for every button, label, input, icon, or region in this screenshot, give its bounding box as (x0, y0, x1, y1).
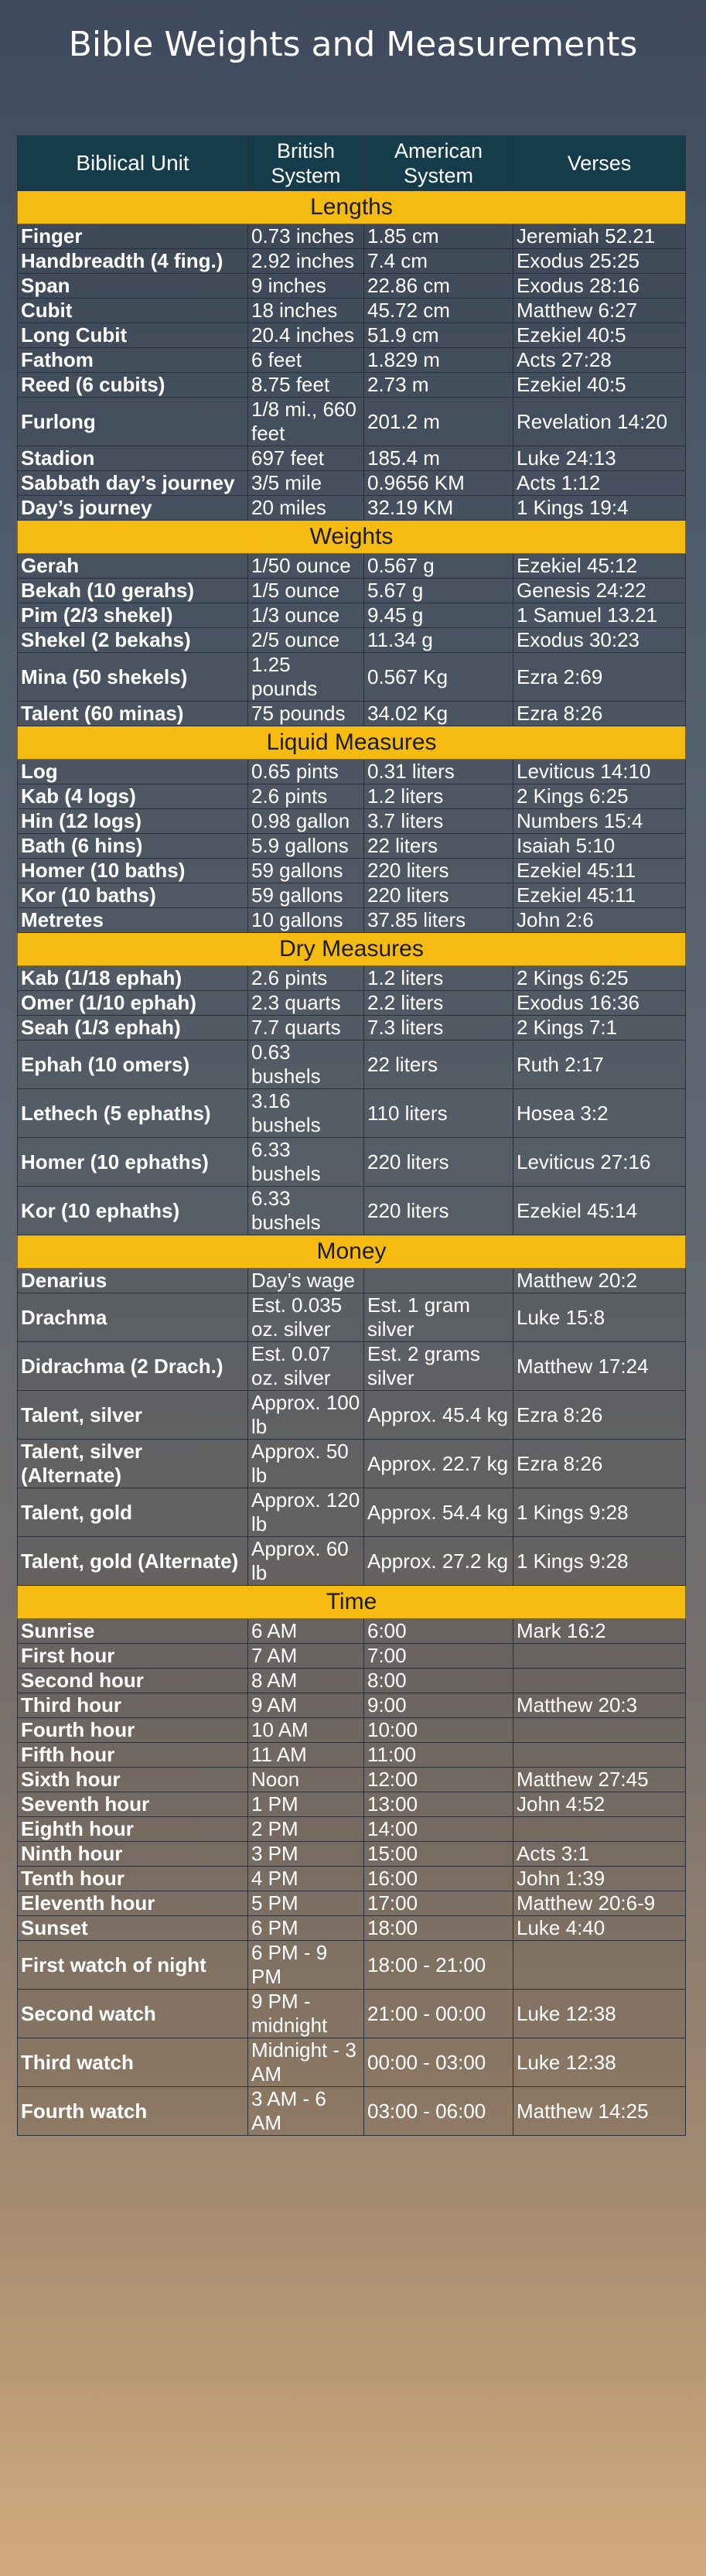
table-row (18, 1391, 686, 1440)
table-row (18, 496, 686, 521)
american-cell: 0.9656 KM (364, 471, 513, 496)
british-cell: 3 AM - 6 AM (248, 2087, 364, 2136)
verses-cell: Ezra 8:26 (513, 702, 686, 726)
american-cell: 17:00 (364, 1891, 513, 1916)
verses-cell: John 1:39 (513, 1867, 686, 1891)
american-cell: 12:00 (364, 1768, 513, 1792)
verses-cell: 1 Kings 9:28 (513, 1537, 686, 1586)
british-cell: Est. 0.035 oz. silver (248, 1293, 364, 1342)
unit-cell: Sabbath day’s journey (18, 471, 248, 496)
header-british-system: British System (248, 136, 364, 191)
british-cell: 2.92 inches (248, 249, 364, 274)
american-cell: 220 liters (364, 1138, 513, 1187)
verses-cell: Leviticus 27:16 (513, 1138, 686, 1187)
unit-cell: Gerah (18, 554, 248, 579)
verses-cell: Leviticus 14:10 (513, 760, 686, 784)
unit-cell: Didrachma (2 Drach.) (18, 1342, 248, 1391)
american-cell: 03:00 - 06:00 (364, 2087, 513, 2136)
table-row (18, 908, 686, 933)
unit-cell: Second watch (18, 1990, 248, 2038)
header-row (18, 136, 686, 191)
british-cell: 1/5 ounce (248, 579, 364, 603)
verses-cell: Ezekiel 45:12 (513, 554, 686, 579)
british-cell: 2.6 pints (248, 966, 364, 991)
british-cell: 7.7 quarts (248, 1016, 364, 1040)
american-cell: 220 liters (364, 859, 513, 883)
british-cell: 6 feet (248, 348, 364, 373)
american-cell: 14:00 (364, 1817, 513, 1842)
unit-cell: Kab (1/18 ephah) (18, 966, 248, 991)
table-body (18, 191, 686, 2136)
unit-cell: Omer (1/10 ephah) (18, 991, 248, 1016)
table-row (18, 323, 686, 348)
verses-cell: Ezekiel 40:5 (513, 373, 686, 398)
british-cell: Approx. 120 lb (248, 1488, 364, 1537)
american-cell: 32.19 KM (364, 496, 513, 521)
unit-cell: Span (18, 274, 248, 299)
american-cell: 45.72 cm (364, 299, 513, 323)
section-title: Weights (18, 521, 686, 554)
section-header (18, 1586, 686, 1619)
table-row (18, 1817, 686, 1842)
section-title: Lengths (18, 191, 686, 224)
british-cell: 2.6 pints (248, 784, 364, 809)
british-cell: Midnight - 3 AM (248, 2038, 364, 2087)
verses-cell: Revelation 14:20 (513, 398, 686, 446)
verses-cell: 1 Samuel 13.21 (513, 603, 686, 628)
british-cell: 6 AM (248, 1619, 364, 1644)
table-row (18, 628, 686, 653)
american-cell: 8:00 (364, 1669, 513, 1693)
american-cell: 22 liters (364, 1040, 513, 1089)
measurements-table (17, 135, 686, 2136)
british-cell: 4 PM (248, 1867, 364, 1891)
table-row (18, 2038, 686, 2087)
unit-cell: Hin (12 logs) (18, 809, 248, 834)
verses-cell: Ezra 8:26 (513, 1440, 686, 1488)
american-cell: 18:00 (364, 1916, 513, 1941)
verses-cell: Acts 3:1 (513, 1842, 686, 1867)
table-row (18, 1644, 686, 1669)
british-cell: 3/5 mile (248, 471, 364, 496)
table-row (18, 373, 686, 398)
american-cell: 00:00 - 03:00 (364, 2038, 513, 2087)
british-cell: 0.73 inches (248, 224, 364, 249)
verses-cell (513, 1817, 686, 1842)
american-cell: 1.829 m (364, 348, 513, 373)
table-row (18, 1669, 686, 1693)
verses-cell: Exodus 28:16 (513, 274, 686, 299)
british-cell: 2 PM (248, 1817, 364, 1842)
verses-cell: Genesis 24:22 (513, 579, 686, 603)
table-row (18, 1768, 686, 1792)
unit-cell: Fathom (18, 348, 248, 373)
verses-cell: Luke 12:38 (513, 1990, 686, 2038)
table-row (18, 760, 686, 784)
british-cell: 11 AM (248, 1743, 364, 1768)
unit-cell: Metretes (18, 908, 248, 933)
american-cell: Approx. 22.7 kg (364, 1440, 513, 1488)
british-cell: 0.63 bushels (248, 1040, 364, 1089)
american-cell: Est. 1 gram silver (364, 1293, 513, 1342)
table-row (18, 1440, 686, 1488)
american-cell: Est. 2 grams silver (364, 1342, 513, 1391)
verses-cell (513, 1718, 686, 1743)
table-row (18, 1187, 686, 1235)
unit-cell: Stadion (18, 446, 248, 471)
verses-cell: Matthew 14:25 (513, 2087, 686, 2136)
unit-cell: Kor (10 baths) (18, 883, 248, 908)
table-row (18, 1537, 686, 1586)
unit-cell: Bath (6 hins) (18, 834, 248, 859)
british-cell: Approx. 60 lb (248, 1537, 364, 1586)
verses-cell: Luke 4:40 (513, 1916, 686, 1941)
british-cell: 7 AM (248, 1644, 364, 1669)
british-cell: Noon (248, 1768, 364, 1792)
table-row (18, 1941, 686, 1990)
unit-cell: Shekel (2 bekahs) (18, 628, 248, 653)
verses-cell: Mark 16:2 (513, 1619, 686, 1644)
british-cell: Est. 0.07 oz. silver (248, 1342, 364, 1391)
verses-cell: Exodus 16:36 (513, 991, 686, 1016)
british-cell: 3.16 bushels (248, 1089, 364, 1138)
british-cell: Approx. 50 lb (248, 1440, 364, 1488)
section-title: Dry Measures (18, 933, 686, 966)
unit-cell: Third hour (18, 1693, 248, 1718)
verses-cell: Matthew 20:6-9 (513, 1891, 686, 1916)
unit-cell: Mina (50 shekels) (18, 653, 248, 702)
section-header (18, 1235, 686, 1269)
british-cell: 1/50 ounce (248, 554, 364, 579)
unit-cell: Finger (18, 224, 248, 249)
unit-cell: Eighth hour (18, 1817, 248, 1842)
table-row (18, 1619, 686, 1644)
british-cell: 75 pounds (248, 702, 364, 726)
unit-cell: Eleventh hour (18, 1891, 248, 1916)
american-cell: 7.3 liters (364, 1016, 513, 1040)
verses-cell: Acts 27:28 (513, 348, 686, 373)
british-cell: 697 feet (248, 446, 364, 471)
table-row (18, 834, 686, 859)
american-cell: 201.2 m (364, 398, 513, 446)
british-cell: 20 miles (248, 496, 364, 521)
table-row (18, 991, 686, 1016)
american-cell: 5.67 g (364, 579, 513, 603)
table-row (18, 471, 686, 496)
unit-cell: Third watch (18, 2038, 248, 2087)
american-cell: 22 liters (364, 834, 513, 859)
british-cell: 0.98 gallon (248, 809, 364, 834)
unit-cell: Sunset (18, 1916, 248, 1941)
table-row (18, 1792, 686, 1817)
american-cell: 18:00 - 21:00 (364, 1941, 513, 1990)
british-cell: 5.9 gallons (248, 834, 364, 859)
american-cell: 0.31 liters (364, 760, 513, 784)
british-cell: 9 inches (248, 274, 364, 299)
british-cell: 20.4 inches (248, 323, 364, 348)
unit-cell: Talent, gold (Alternate) (18, 1537, 248, 1586)
unit-cell: Log (18, 760, 248, 784)
verses-cell: Jeremiah 52.21 (513, 224, 686, 249)
verses-cell: 2 Kings 6:25 (513, 784, 686, 809)
verses-cell: Matthew 20:2 (513, 1269, 686, 1293)
table-row (18, 1269, 686, 1293)
british-cell: 3 PM (248, 1842, 364, 1867)
american-cell: 16:00 (364, 1867, 513, 1891)
verses-cell: 2 Kings 7:1 (513, 1016, 686, 1040)
table-row (18, 702, 686, 726)
american-cell: 37.85 liters (364, 908, 513, 933)
british-cell: 10 AM (248, 1718, 364, 1743)
table-row (18, 348, 686, 373)
unit-cell: Talent, silver (Alternate) (18, 1440, 248, 1488)
unit-cell: Fourth hour (18, 1718, 248, 1743)
american-cell (364, 1269, 513, 1293)
verses-cell: Numbers 15:4 (513, 809, 686, 834)
table-row (18, 1842, 686, 1867)
unit-cell: Seah (1/3 ephah) (18, 1016, 248, 1040)
american-cell: 1.85 cm (364, 224, 513, 249)
unit-cell: Second hour (18, 1669, 248, 1693)
table-row (18, 1693, 686, 1718)
american-cell: 51.9 cm (364, 323, 513, 348)
american-cell: 110 liters (364, 1089, 513, 1138)
section-header (18, 726, 686, 760)
table-row (18, 784, 686, 809)
american-cell: 7:00 (364, 1644, 513, 1669)
table-row (18, 1342, 686, 1391)
table-row (18, 1990, 686, 2038)
verses-cell: Exodus 25:25 (513, 249, 686, 274)
british-cell: 6.33 bushels (248, 1187, 364, 1235)
table-row (18, 653, 686, 702)
verses-cell: Luke 15:8 (513, 1293, 686, 1342)
unit-cell: Long Cubit (18, 323, 248, 348)
unit-cell: Ephah (10 omers) (18, 1040, 248, 1089)
header-verses: Verses (513, 136, 686, 191)
british-cell: 59 gallons (248, 883, 364, 908)
british-cell: 2/5 ounce (248, 628, 364, 653)
table-row (18, 398, 686, 446)
verses-cell: Ezekiel 45:11 (513, 883, 686, 908)
header-biblical-unit: Biblical Unit (18, 136, 248, 191)
american-cell: 9:00 (364, 1693, 513, 1718)
table-row (18, 1293, 686, 1342)
verses-cell: Luke 24:13 (513, 446, 686, 471)
unit-cell: Drachma (18, 1293, 248, 1342)
table-row (18, 1718, 686, 1743)
british-cell: 6 PM (248, 1916, 364, 1941)
table-row (18, 579, 686, 603)
unit-cell: Sixth hour (18, 1768, 248, 1792)
table-row (18, 603, 686, 628)
unit-cell: Tenth hour (18, 1867, 248, 1891)
unit-cell: Reed (6 cubits) (18, 373, 248, 398)
table-row (18, 1891, 686, 1916)
unit-cell: Homer (10 ephaths) (18, 1138, 248, 1187)
british-cell: Approx. 100 lb (248, 1391, 364, 1440)
american-cell: 9.45 g (364, 603, 513, 628)
american-cell: 0.567 g (364, 554, 513, 579)
table-row (18, 299, 686, 323)
british-cell: 9 AM (248, 1693, 364, 1718)
verses-cell (513, 1743, 686, 1768)
table-row (18, 249, 686, 274)
american-cell: 34.02 Kg (364, 702, 513, 726)
unit-cell: Talent, silver (18, 1391, 248, 1440)
verses-cell: Matthew 6:27 (513, 299, 686, 323)
verses-cell: Matthew 27:45 (513, 1768, 686, 1792)
unit-cell: Talent, gold (18, 1488, 248, 1537)
american-cell: 11:00 (364, 1743, 513, 1768)
unit-cell: Kab (4 logs) (18, 784, 248, 809)
verses-cell: Ezekiel 40:5 (513, 323, 686, 348)
table-row (18, 883, 686, 908)
verses-cell: Exodus 30:23 (513, 628, 686, 653)
american-cell: 13:00 (364, 1792, 513, 1817)
american-cell: 6:00 (364, 1619, 513, 1644)
table-row (18, 966, 686, 991)
american-cell: 22.86 cm (364, 274, 513, 299)
verses-cell: Ezekiel 45:11 (513, 859, 686, 883)
verses-cell: Matthew 17:24 (513, 1342, 686, 1391)
british-cell: 0.65 pints (248, 760, 364, 784)
verses-cell: John 4:52 (513, 1792, 686, 1817)
unit-cell: Pim (2/3 shekel) (18, 603, 248, 628)
american-cell: 1.2 liters (364, 784, 513, 809)
verses-cell (513, 1644, 686, 1669)
verses-cell: Isaiah 5:10 (513, 834, 686, 859)
table-row (18, 274, 686, 299)
verses-cell: Matthew 20:3 (513, 1693, 686, 1718)
verses-cell: Ezra 2:69 (513, 653, 686, 702)
table-row (18, 1867, 686, 1891)
verses-cell: Ezekiel 45:14 (513, 1187, 686, 1235)
american-cell: 7.4 cm (364, 249, 513, 274)
unit-cell: Handbreadth (4 fing.) (18, 249, 248, 274)
american-cell: 1.2 liters (364, 966, 513, 991)
american-cell: 0.567 Kg (364, 653, 513, 702)
american-cell: 2.2 liters (364, 991, 513, 1016)
british-cell: 9 PM - midnight (248, 1990, 364, 2038)
table-row (18, 859, 686, 883)
unit-cell: Day’s journey (18, 496, 248, 521)
section-header (18, 191, 686, 224)
page-title: Bible Weights and Measurements (68, 25, 638, 64)
verses-cell (513, 1941, 686, 1990)
unit-cell: Ninth hour (18, 1842, 248, 1867)
unit-cell: Homer (10 baths) (18, 859, 248, 883)
header-american-system: American System (364, 136, 513, 191)
section-title: Money (18, 1235, 686, 1269)
british-cell: 1.25 pounds (248, 653, 364, 702)
section-title: Liquid Measures (18, 726, 686, 760)
verses-cell: Acts 1:12 (513, 471, 686, 496)
british-cell: 8.75 feet (248, 373, 364, 398)
table-row (18, 446, 686, 471)
unit-cell: Seventh hour (18, 1792, 248, 1817)
british-cell: 1 PM (248, 1792, 364, 1817)
british-cell: Day’s wage (248, 1269, 364, 1293)
table-row (18, 1040, 686, 1089)
british-cell: 2.3 quarts (248, 991, 364, 1016)
section-title: Time (18, 1586, 686, 1619)
american-cell: 220 liters (364, 1187, 513, 1235)
unit-cell: Furlong (18, 398, 248, 446)
british-cell: 59 gallons (248, 859, 364, 883)
american-cell: 11.34 g (364, 628, 513, 653)
table-row (18, 809, 686, 834)
british-cell: 6 PM - 9 PM (248, 1941, 364, 1990)
verses-cell: 2 Kings 6:25 (513, 966, 686, 991)
american-cell: Approx. 54.4 kg (364, 1488, 513, 1537)
american-cell: 10:00 (364, 1718, 513, 1743)
american-cell: 2.73 m (364, 373, 513, 398)
british-cell: 5 PM (248, 1891, 364, 1916)
verses-cell: Luke 12:38 (513, 2038, 686, 2087)
section-header (18, 521, 686, 554)
unit-cell: Kor (10 ephaths) (18, 1187, 248, 1235)
unit-cell: Bekah (10 gerahs) (18, 579, 248, 603)
british-cell: 1/3 ounce (248, 603, 364, 628)
unit-cell: Fifth hour (18, 1743, 248, 1768)
british-cell: 18 inches (248, 299, 364, 323)
american-cell: 220 liters (364, 883, 513, 908)
unit-cell: Fourth watch (18, 2087, 248, 2136)
table-row (18, 1916, 686, 1941)
british-cell: 6.33 bushels (248, 1138, 364, 1187)
british-cell: 10 gallons (248, 908, 364, 933)
american-cell: 185.4 m (364, 446, 513, 471)
unit-cell: Denarius (18, 1269, 248, 1293)
american-cell: 3.7 liters (364, 809, 513, 834)
british-cell: 1/8 mi., 660 feet (248, 398, 364, 446)
table-row (18, 554, 686, 579)
verses-cell: John 2:6 (513, 908, 686, 933)
verses-cell: 1 Kings 19:4 (513, 496, 686, 521)
american-cell: 15:00 (364, 1842, 513, 1867)
american-cell: 21:00 - 00:00 (364, 1990, 513, 2038)
table-row (18, 1138, 686, 1187)
verses-cell: Ruth 2:17 (513, 1040, 686, 1089)
table-row (18, 1488, 686, 1537)
table-row (18, 1743, 686, 1768)
american-cell: Approx. 45.4 kg (364, 1391, 513, 1440)
table-row (18, 1016, 686, 1040)
table-row (18, 224, 686, 249)
section-header (18, 933, 686, 966)
american-cell: Approx. 27.2 kg (364, 1537, 513, 1586)
verses-cell: 1 Kings 9:28 (513, 1488, 686, 1537)
verses-cell: Hosea 3:2 (513, 1089, 686, 1138)
unit-cell: First hour (18, 1644, 248, 1669)
unit-cell: Talent (60 minas) (18, 702, 248, 726)
british-cell: 8 AM (248, 1669, 364, 1693)
unit-cell: Lethech (5 ephaths) (18, 1089, 248, 1138)
verses-cell (513, 1669, 686, 1693)
unit-cell: Sunrise (18, 1619, 248, 1644)
table-row (18, 2087, 686, 2136)
table-row (18, 1089, 686, 1138)
verses-cell: Ezra 8:26 (513, 1391, 686, 1440)
unit-cell: Cubit (18, 299, 248, 323)
unit-cell: First watch of night (18, 1941, 248, 1990)
